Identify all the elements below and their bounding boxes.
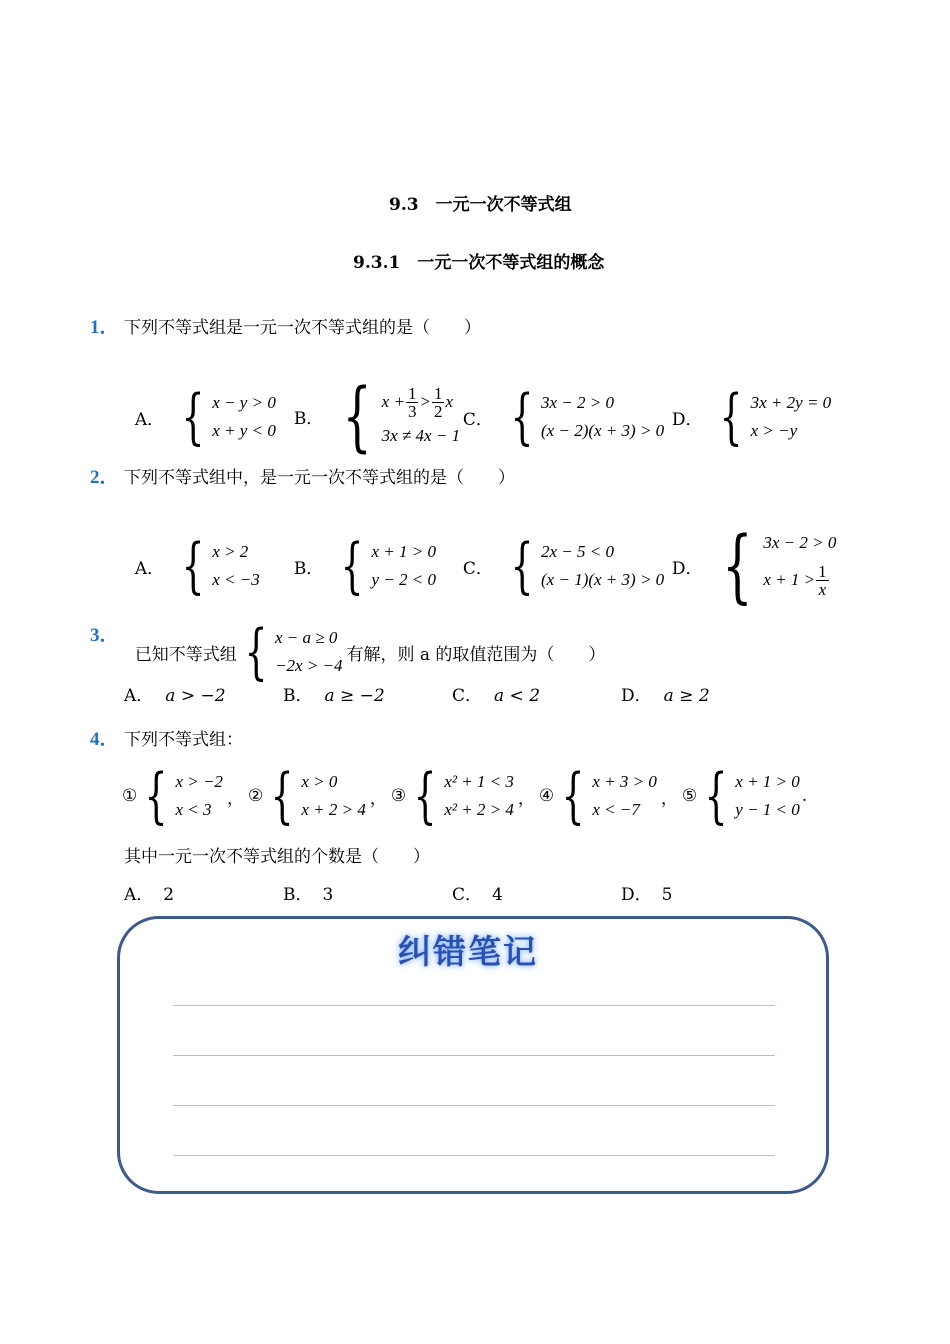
q2-c-line-1: 2x − 5 < 0 xyxy=(541,542,615,561)
section-title: 9.3 一元一次不等式组 xyxy=(389,195,572,215)
q4-s4-line-1: x + 3 > 0 xyxy=(592,772,657,791)
q3-system-line-1: x − a ≥ 0 xyxy=(275,628,338,647)
q4-systems xyxy=(122,761,809,831)
q4-system-5-mark: ⑤ xyxy=(681,786,698,806)
q4-option-b xyxy=(283,880,333,905)
q4-option-a xyxy=(124,880,174,905)
q4-option-b-expr: 3 xyxy=(322,885,334,905)
q2-b-line-1: x + 1 > 0 xyxy=(371,542,436,561)
q4-system-5-sep: . xyxy=(801,786,808,806)
q1-option-d-label: D． xyxy=(671,409,703,430)
q2-d-line-2-rendered: x + 1 > $\frac{1}{x}$ xyxy=(763,561,827,599)
note-line xyxy=(173,1005,775,1006)
q2-c-line-2: (x − 1)(x + 3) > 0 xyxy=(541,570,665,589)
q4-system-2-sep: ， xyxy=(369,788,387,809)
q2-option-c-label: C． xyxy=(462,558,493,579)
q2-a-line-2: x < −3 xyxy=(212,570,260,589)
q2-d-line-1: 3x − 2 > 0 xyxy=(763,533,837,552)
q4-option-a-expr: 2 xyxy=(163,885,175,905)
q3-option-b xyxy=(283,681,385,706)
brace-icon: { xyxy=(181,531,205,601)
q3-text-after: 有解，则 a 的取值范围为（ ） xyxy=(346,644,606,665)
q1-b-line-2: 3x ≠ 4x − 1 xyxy=(381,426,461,445)
q2-option-a xyxy=(124,516,260,601)
q4-s2-line-1: x > 0 xyxy=(301,772,338,791)
q1-option-a-label: A． xyxy=(134,409,165,430)
q4-s1-line-1: x > −2 xyxy=(175,772,223,791)
q4-option-c xyxy=(452,880,503,905)
q3-option-b-label: B． xyxy=(283,686,313,706)
q4-system-3-mark: ③ xyxy=(390,786,407,806)
q4-s1-line-2: x < 3 xyxy=(175,800,212,819)
q4-option-d-expr: 5 xyxy=(661,885,673,905)
q1-option-c-label: C． xyxy=(462,409,493,430)
question-4-text: 下列不等式组： xyxy=(124,730,243,750)
q4-system-2-mark: ② xyxy=(247,786,264,806)
q1-a-line-2: x + y < 0 xyxy=(212,421,276,440)
q4-system-4-sep: ， xyxy=(660,788,678,809)
q3-option-d xyxy=(621,681,710,706)
question-2-number: 2． xyxy=(90,467,119,488)
q1-option-c xyxy=(452,367,665,452)
q1-option-d xyxy=(661,367,832,452)
note-line xyxy=(173,1155,775,1156)
q1-c-line-1: 3x − 2 > 0 xyxy=(541,393,615,412)
brace-icon: { xyxy=(413,761,437,831)
q3-option-d-label: D． xyxy=(621,686,652,706)
q3-option-d-expr: a ≥ 2 xyxy=(663,686,710,706)
q4-system-4 xyxy=(538,761,682,831)
q3-option-a-expr: a > −2 xyxy=(165,686,226,706)
brace-icon: { xyxy=(704,761,728,831)
q4-s3-line-2: x² + 2 > 4 xyxy=(444,800,514,819)
q4-system-4-mark: ④ xyxy=(538,786,555,806)
q4-option-b-label: B． xyxy=(283,885,313,905)
q4-s4-line-2: x < −7 xyxy=(592,800,640,819)
q3-option-c-label: C． xyxy=(452,686,483,706)
q4-option-d-label: D． xyxy=(621,885,652,905)
q2-option-d xyxy=(661,506,837,612)
q4-system-2 xyxy=(247,761,391,831)
q1-d-line-1: 3x + 2y = 0 xyxy=(750,393,832,412)
q3-option-b-expr: a ≥ −2 xyxy=(324,686,385,706)
q4-s2-line-2: x + 2 > 4 xyxy=(301,800,366,819)
q1-option-b xyxy=(283,358,461,460)
brace-icon: { xyxy=(342,371,372,460)
question-3-text xyxy=(124,602,606,687)
q4-option-a-label: A． xyxy=(124,885,154,905)
q4-option-c-expr: 4 xyxy=(492,885,503,905)
q4-system-1 xyxy=(122,761,248,831)
q1-a-line-1: x − y > 0 xyxy=(212,393,276,412)
brace-icon: { xyxy=(510,382,534,452)
q4-system-1-sep: ， xyxy=(226,788,244,809)
q2-option-a-label: A． xyxy=(134,558,165,579)
question-4-followup: 其中一元一次不等式组的个数是（ ） xyxy=(124,847,430,867)
q1-c-line-2: (x − 2)(x + 3) > 0 xyxy=(541,421,665,440)
q2-option-b-label: B． xyxy=(293,558,324,579)
q3-option-a-label: A． xyxy=(124,686,154,706)
q1-option-b-label: B． xyxy=(293,408,324,429)
note-line xyxy=(173,1105,775,1106)
q4-option-c-label: C． xyxy=(452,885,483,905)
q4-system-3-sep: ， xyxy=(517,788,535,809)
q4-s5-line-1: x + 1 > 0 xyxy=(735,772,800,791)
brace-icon: { xyxy=(270,761,294,831)
q2-option-b xyxy=(283,516,436,601)
note-line xyxy=(173,1055,775,1056)
brace-icon: { xyxy=(720,382,744,452)
q3-option-c xyxy=(452,681,540,706)
brace-icon: { xyxy=(722,519,754,612)
brace-icon: { xyxy=(510,531,534,601)
q3-text-before: 已知不等式组 xyxy=(134,644,237,665)
brace-icon: { xyxy=(340,531,364,601)
q4-system-1-mark: ① xyxy=(122,786,138,806)
brace-icon: { xyxy=(244,617,268,687)
question-2-text: 下列不等式组中，是一元一次不等式组的是（ ） xyxy=(124,468,515,488)
q2-a-line-1: x > 2 xyxy=(212,542,249,561)
q1-option-a xyxy=(124,367,276,452)
q2-option-c xyxy=(452,516,665,601)
q3-option-c-expr: a < 2 xyxy=(494,686,541,706)
q4-s3-line-1: x² + 1 < 3 xyxy=(444,772,514,791)
question-1-number: 1． xyxy=(90,317,119,338)
q1-b-line-1-rendered: x + $\frac{1}{3}$ > $\frac{1}{2}$ x xyxy=(381,383,453,421)
question-1-text: 下列不等式组是一元一次不等式组的是（ ） xyxy=(124,318,481,338)
q4-option-d xyxy=(621,880,672,905)
question-3-number: 3． xyxy=(90,625,119,646)
q4-s5-line-2: y − 1 < 0 xyxy=(735,800,800,819)
correction-notes-title: 纠错笔记 xyxy=(398,932,538,971)
brace-icon: { xyxy=(144,761,168,831)
q1-d-line-2: x > −y xyxy=(750,421,798,440)
q4-system-3 xyxy=(390,761,539,831)
q3-option-a xyxy=(124,681,226,706)
q2-option-d-label: D． xyxy=(671,558,703,579)
question-4-number: 4． xyxy=(90,729,119,750)
brace-icon: { xyxy=(561,761,585,831)
q3-system-line-2: −2x > −4 xyxy=(275,656,343,675)
q4-system-5 xyxy=(681,761,809,831)
subsection-title: 9.3.1 一元一次不等式组的概念 xyxy=(353,253,605,273)
brace-icon: { xyxy=(181,382,205,452)
q2-b-line-2: y − 2 < 0 xyxy=(371,570,436,589)
